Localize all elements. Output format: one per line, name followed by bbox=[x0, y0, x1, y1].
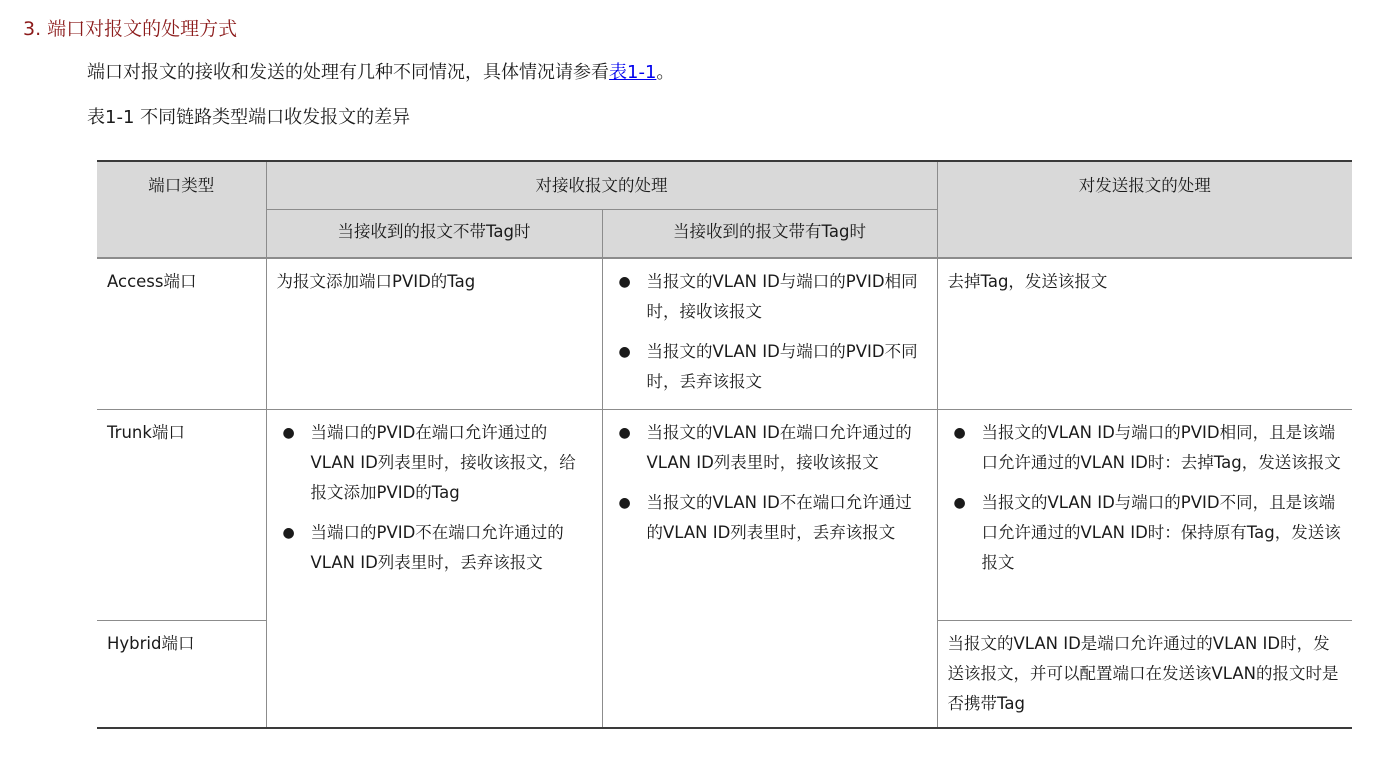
section-heading: 3. 端口对报文的处理方式 bbox=[23, 18, 238, 40]
table-caption: 表1-1 不同链路类型端口收发报文的差异 bbox=[87, 107, 411, 128]
header-receive-tagged: 当接收到的报文带有Tag时 bbox=[602, 210, 937, 259]
bullet-icon: ● bbox=[618, 425, 631, 441]
untagged-cell bbox=[266, 410, 602, 729]
table-row-access bbox=[97, 258, 1352, 410]
bullet-icon: ● bbox=[953, 425, 966, 441]
list-item bbox=[613, 267, 927, 327]
list-item-text: 当报文的VLAN ID不在端口允许通过的VLAN ID列表里时，丢弃该报文 bbox=[646, 493, 912, 542]
bullet-icon: ● bbox=[282, 525, 295, 541]
intro-text-end: 。 bbox=[656, 62, 675, 83]
bullet-list bbox=[613, 267, 927, 397]
list-item bbox=[948, 418, 1343, 478]
list-item-text: 当报文的VLAN ID与端口的PVID不同时，丢弃该报文 bbox=[646, 342, 918, 391]
port-type-cell: Access端口 bbox=[97, 258, 266, 410]
table-link[interactable]: 表1-1 bbox=[609, 62, 657, 83]
list-item-text: 当报文的VLAN ID与端口的PVID相同时，接收该报文 bbox=[646, 272, 918, 321]
tagged-cell bbox=[602, 258, 937, 410]
send-cell: 去掉Tag，发送该报文 bbox=[937, 258, 1352, 410]
header-receive: 对接收报文的处理 bbox=[266, 161, 937, 210]
intro-paragraph bbox=[87, 58, 674, 84]
list-item bbox=[613, 418, 927, 478]
header-send: 对发送报文的处理 bbox=[937, 161, 1352, 258]
tagged-cell bbox=[602, 410, 937, 729]
bullet-icon: ● bbox=[618, 495, 631, 511]
send-cell: 当报文的VLAN ID是端口允许通过的VLAN ID时，发送该报文，并可以配置端口在发送该VLAN的报文时是否携带Tag bbox=[937, 621, 1352, 729]
bullet-list bbox=[277, 418, 592, 578]
bullet-icon: ● bbox=[618, 274, 631, 290]
port-diff-table bbox=[97, 160, 1352, 729]
list-item-text: 当报文的VLAN ID与端口的PVID不同，且是该端口允许通过的VLAN ID时：保持原有Tag，发送该报文 bbox=[981, 493, 1341, 572]
untagged-cell: 为报文添加端口PVID的Tag bbox=[266, 258, 602, 410]
header-port-type: 端口类型 bbox=[97, 161, 266, 258]
list-item bbox=[277, 518, 592, 578]
bullet-list bbox=[613, 418, 927, 548]
list-item bbox=[948, 488, 1343, 578]
list-item-text: 当报文的VLAN ID在端口允许通过的VLAN ID列表里时，接收该报文 bbox=[646, 423, 912, 472]
bullet-icon: ● bbox=[282, 425, 295, 441]
list-item-text: 当端口的PVID在端口允许通过的VLAN ID列表里时，接收该报文，给报文添加PVID的Tag bbox=[310, 423, 576, 502]
bullet-icon: ● bbox=[618, 344, 631, 360]
port-type-cell: Trunk端口 bbox=[97, 410, 266, 621]
intro-text: 端口对报文的接收和发送的处理有几种不同情况，具体情况请参看 bbox=[87, 62, 609, 83]
table-row-trunk bbox=[97, 410, 1352, 621]
bullet-icon: ● bbox=[953, 495, 966, 511]
list-item-text: 当端口的PVID不在端口允许通过的VLAN ID列表里时，丢弃该报文 bbox=[310, 523, 564, 572]
send-cell bbox=[937, 410, 1352, 621]
list-item bbox=[613, 488, 927, 548]
header-receive-untagged: 当接收到的报文不带Tag时 bbox=[266, 210, 602, 259]
port-type-cell: Hybrid端口 bbox=[97, 621, 266, 729]
list-item-text: 当报文的VLAN ID与端口的PVID相同，且是该端口允许通过的VLAN ID时：去掉Tag，发送该报文 bbox=[981, 423, 1341, 472]
bullet-list bbox=[948, 418, 1343, 578]
list-item bbox=[277, 418, 592, 508]
list-item bbox=[613, 337, 927, 397]
